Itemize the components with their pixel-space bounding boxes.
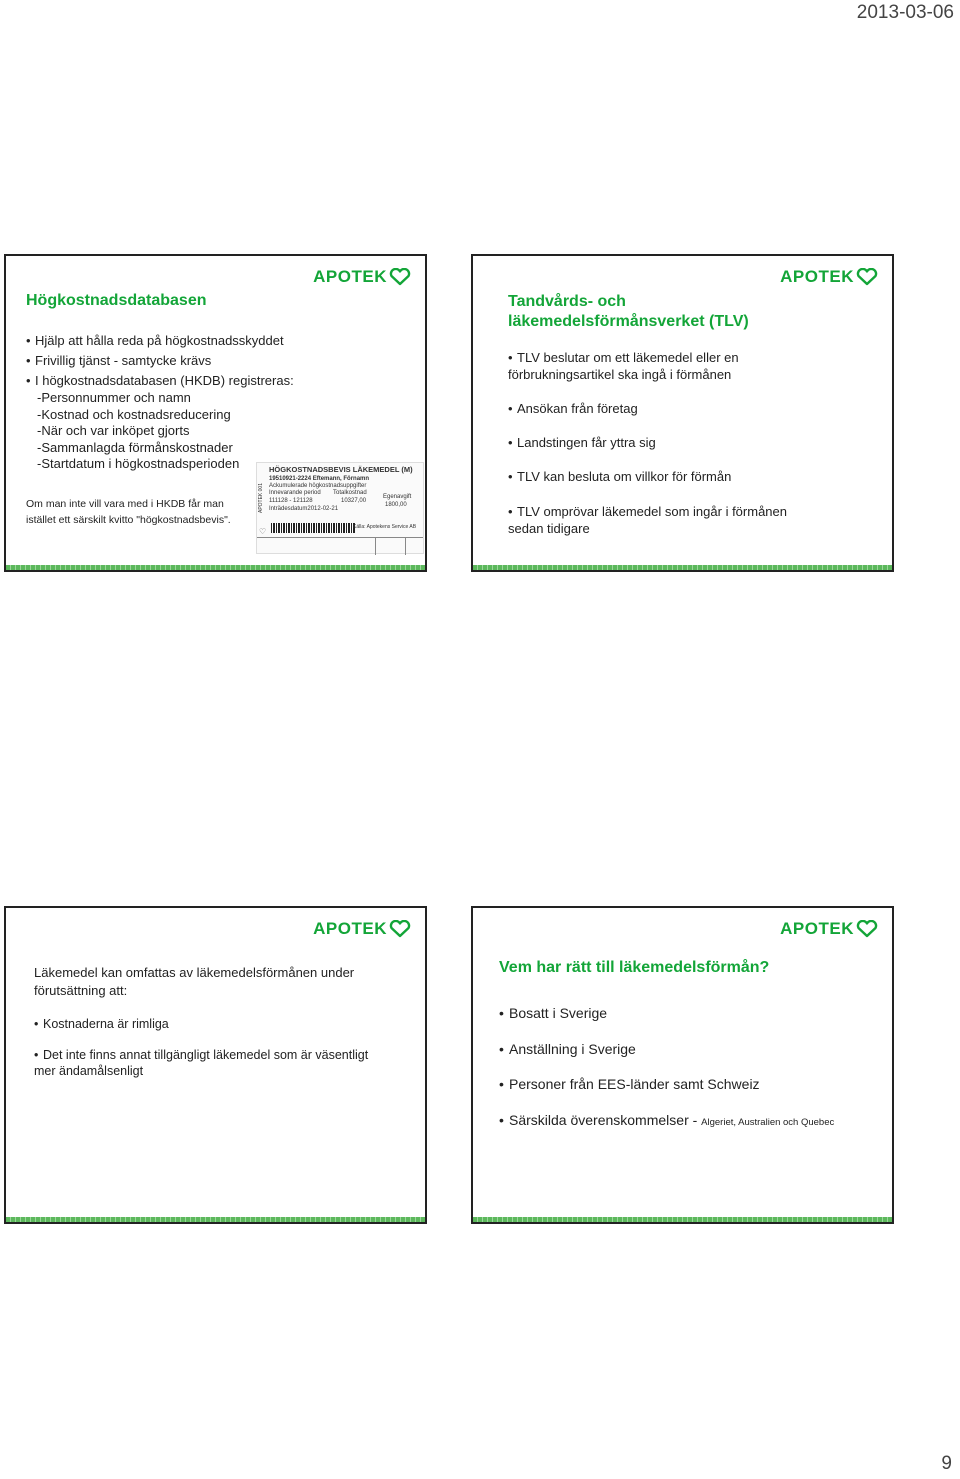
bullet-continuation: sedan tidigare <box>508 521 590 536</box>
heart-icon <box>856 920 878 938</box>
intro-text: förutsättning att: <box>34 983 128 998</box>
bullet-item: • I högkostnadsdatabasen (HKDB) registreras: <box>26 373 294 388</box>
receipt-col: Egenavgift <box>383 494 412 500</box>
heart-icon <box>856 268 878 286</box>
bullet-continuation: mer ändamålsenligt <box>34 1064 144 1078</box>
bullet-item: • Ansökan från företag <box>508 401 638 416</box>
intro-text: Läkemedel kan omfattas av läkemedelsförmånen under <box>34 965 355 980</box>
heart-icon <box>389 920 411 938</box>
slide-forutsattningar <box>4 906 427 1224</box>
heart-icon: ♡ <box>259 527 267 536</box>
page-number: 9 <box>941 1453 952 1474</box>
barcode <box>271 523 355 533</box>
sub-item: -Personnummer och namn <box>37 390 191 405</box>
slide-vem-har-ratt <box>471 906 894 1224</box>
bullet-item: • Frivillig tjänst - samtycke krävs <box>26 353 212 368</box>
slide-title: Högkostnadsdatabasen <box>26 292 207 309</box>
receipt-heading: HÖGKOSTNADSBEVIS LÄKEMEDEL (M) <box>269 465 413 474</box>
bullet-item: • TLV kan besluta om villkor för förmån <box>508 469 732 484</box>
receipt-date: Inträdesdatum2012-02-21 <box>269 506 339 512</box>
divider <box>405 537 406 555</box>
bullet-small-text: Algeriet, Australien och Quebec <box>701 1117 835 1128</box>
note-line: Om man inte vill vara med i HKDB får man <box>26 498 224 510</box>
receipt-id-line: 19510921-2224 Eftemann, Förnamn <box>269 476 370 482</box>
slide-tlv <box>471 254 894 572</box>
receipt-value: 111128 - 121128 <box>269 498 313 504</box>
receipt-issuer: Källa: Apotekens Service AB <box>353 524 417 530</box>
bullet-item: • Kostnaderna är rimliga <box>34 1017 169 1031</box>
bullet-item: • Bosatt i Sverige <box>499 1005 608 1021</box>
bullet-item: • Personer från EES-länder samt Schweiz <box>499 1076 760 1092</box>
apotek-logo: APOTEK <box>313 919 411 939</box>
sub-item: -Startdatum i högkostnadsperioden <box>37 456 240 471</box>
receipt-value: 10327,00 <box>341 498 367 504</box>
bullet-continuation: förbrukningsartikel ska ingå i förmånen <box>508 367 732 382</box>
receipt-value: 1800,00 <box>385 502 407 508</box>
apotek-logo: APOTEK <box>780 267 878 287</box>
bullet-item: • Anställning i Sverige <box>499 1041 636 1057</box>
divider <box>257 537 423 538</box>
bullet-item: • Landstingen får yttra sig <box>508 435 656 450</box>
bullet-item: • Särskilda överenskommelser - Algeriet, Australien och Quebec <box>499 1112 835 1128</box>
document-date: 2013-03-06 <box>856 2 954 23</box>
heart-icon <box>389 268 411 286</box>
slide-title: Tandvårds- och <box>508 293 626 310</box>
receipt-line: Ackumulerade högkostnadsuppgifter <box>269 483 367 489</box>
receipt-col: Innevarande period <box>269 490 321 496</box>
apotek-logo: APOTEK <box>313 267 411 287</box>
receipt-side-text: APOTEK 001 <box>258 483 264 514</box>
slide-title: Vem har rätt till läkemedelsförmån? <box>499 959 770 976</box>
apotek-logo: APOTEK <box>780 919 878 939</box>
note-line: istället ett särskilt kvitto "högkostnadsbevis". <box>26 514 231 526</box>
receipt-image <box>256 462 424 554</box>
bullet-item: • TLV beslutar om ett läkemedel eller en <box>508 350 739 365</box>
sub-item: -När och var inköpet gjorts <box>37 423 190 438</box>
slide-title: läkemedelsförmånsverket (TLV) <box>508 313 749 330</box>
divider <box>375 537 376 555</box>
sub-item: -Kostnad och kostnadsreducering <box>37 406 231 422</box>
slide-hogkostnadsdatabasen <box>4 254 427 572</box>
receipt-col: Totalkostnad <box>333 490 367 496</box>
bullet-item: • Hjälp att hålla reda på högkostnadsskyddet <box>26 333 284 348</box>
sub-item: -Sammanlagda förmånskostnader <box>37 439 233 455</box>
bullet-item: • Det inte finns annat tillgängligt läkemedel som är väsentligt <box>34 1048 369 1062</box>
bullet-item: • TLV omprövar läkemedel som ingår i förmånen <box>508 504 787 519</box>
